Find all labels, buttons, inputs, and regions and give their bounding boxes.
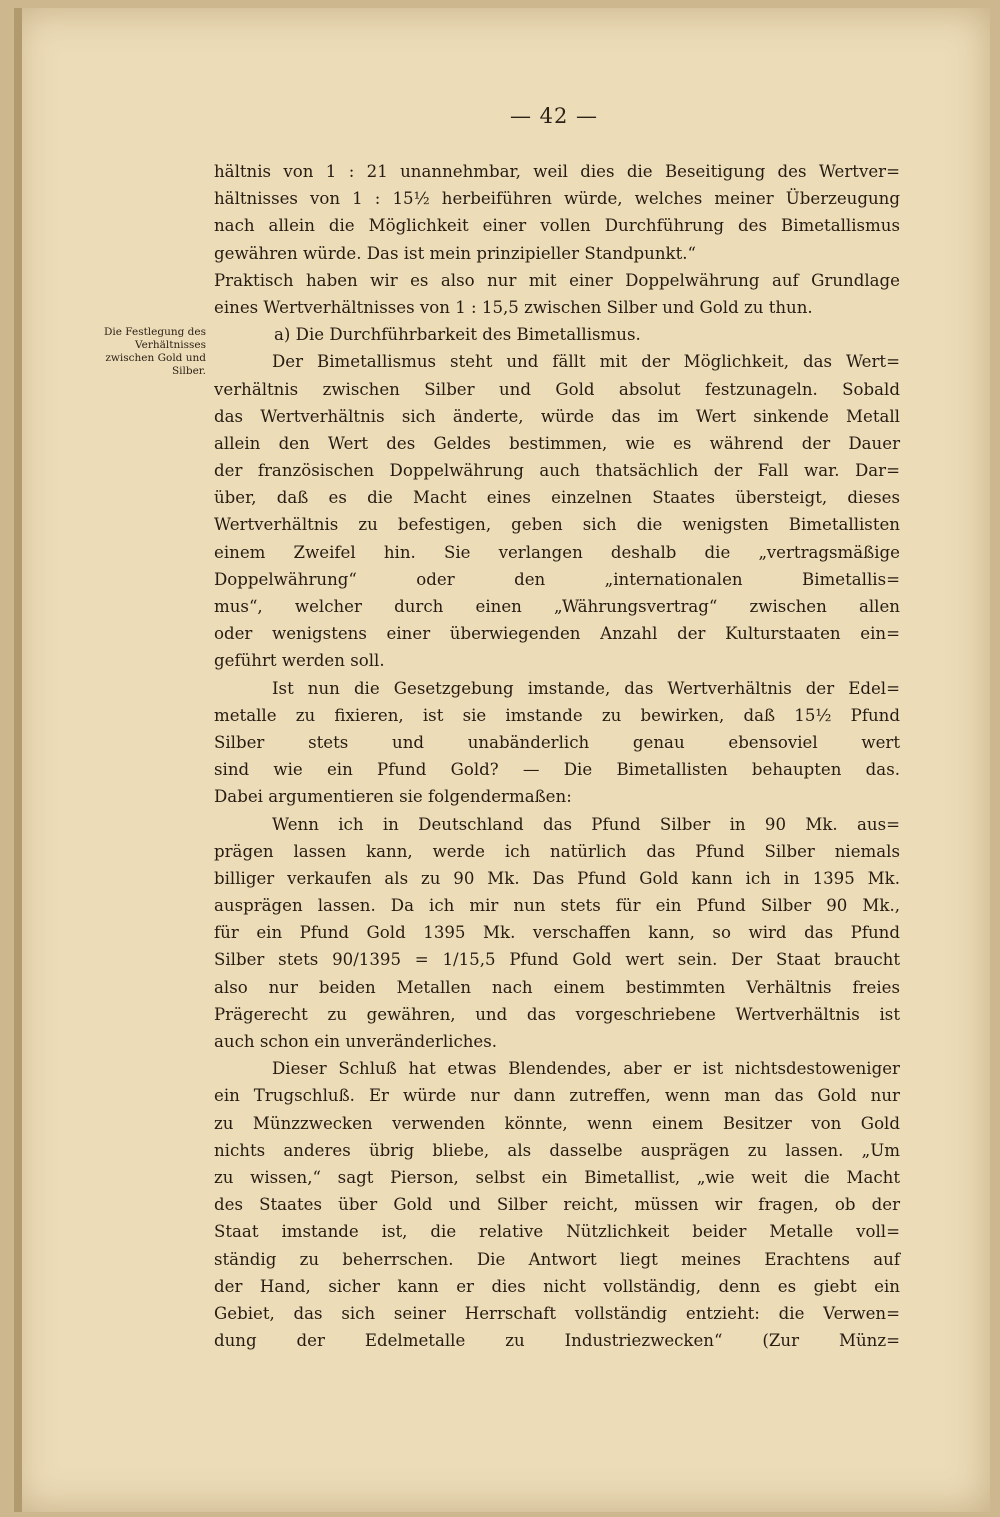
text-line: gewähren würde. Das ist mein prinzipieller Standpunkt.“ bbox=[214, 243, 697, 263]
margin-note: Die Festlegung des Verhältnisses zwischen Gold und Silber. bbox=[103, 326, 206, 377]
text-line: zu Münzzwecken verwenden könnte, wenn einem Besitzer von Gold bbox=[214, 1113, 900, 1133]
text-line: ständig zu beherrschen. Die Antwort liegt meines Erachtens auf bbox=[214, 1249, 900, 1269]
text-line: also nur beiden Metallen nach einem bestimmten Verhältnis freies bbox=[214, 977, 900, 997]
text-line: oder wenigstens einer überwiegenden Anzahl der Kulturstaaten ein= bbox=[214, 624, 900, 644]
text-line: Dabei argumentieren sie folgendermaßen: bbox=[214, 787, 572, 807]
text-line: hältnisses von 1 : 15½ herbeiführen würde, welches meiner Überzeugung bbox=[214, 189, 900, 209]
text-line: für ein Pfund Gold 1395 Mk. verschaffen kann, so wird das Pfund bbox=[214, 923, 900, 943]
text-line: metalle zu fixieren, ist sie imstande zu bewirken, daß 15½ Pfund bbox=[214, 705, 900, 725]
text-line: Wenn ich in Deutschland das Pfund Silber in 90 Mk. aus= bbox=[272, 814, 900, 834]
text-line: nach allein die Möglichkeit einer vollen Durchführung des Bimetallismus bbox=[214, 216, 900, 236]
text-line: mus“, welcher durch einen „Währungsvertrag“ zwischen allen bbox=[214, 597, 900, 616]
text-line: Dieser Schluß hat etwas Blendendes, aber er ist nichtsdestoweniger bbox=[272, 1059, 900, 1079]
text-line: prägen lassen kann, werde ich natürlich das Pfund Silber niemals bbox=[214, 841, 900, 861]
binding-gutter bbox=[14, 8, 22, 1512]
text-line: geführt werden soll. bbox=[214, 651, 385, 671]
text-line: Staat imstande ist, die relative Nützlichkeit beider Metalle voll= bbox=[214, 1222, 900, 1242]
book-page bbox=[14, 8, 990, 1512]
text-line: Doppelwährung“ oder den „internationalen Bimetallis= bbox=[214, 569, 900, 589]
text-line: ein Trugschluß. Er würde nur dann zutreffen, wenn man das Gold nur bbox=[214, 1086, 900, 1106]
text-line: sind wie ein Pfund Gold? — Die Bimetallisten behaupten das. bbox=[214, 760, 900, 780]
text-line: über, daß es die Macht eines einzelnen Staates übersteigt, dieses bbox=[214, 488, 900, 508]
text-line: Silber stets 90/1395 = 1/15,5 Pfund Gold wert sein. Der Staat braucht bbox=[214, 950, 900, 970]
text-line: Wertverhältnis zu befestigen, geben sich die wenigsten Bimetallisten bbox=[214, 515, 900, 535]
section-heading-text: a) Die Durchführbarkeit des Bimetallismus. bbox=[274, 325, 641, 345]
text-line: Silber stets und unabänderlich genau ebensoviel wert bbox=[214, 732, 900, 752]
text-line: eines Wertverhältnisses von 1 : 15,5 zwischen Silber und Gold zu thun. bbox=[214, 297, 813, 317]
text-line: Gebiet, das sich seiner Herrschaft vollständig entzieht: die Verwen= bbox=[214, 1303, 900, 1323]
text-line: zu wissen,“ sagt Pierson, selbst ein Bimetallist, „wie weit die Macht bbox=[214, 1167, 900, 1187]
text-line: einem Zweifel hin. Sie verlangen deshalb die „vertragsmäßige bbox=[214, 542, 900, 562]
text-line: Praktisch haben wir es also nur mit einer Doppelwährung auf Grundlage bbox=[214, 270, 900, 290]
text-line: ausprägen lassen. Da ich mir nun stets für ein Pfund Silber 90 Mk., bbox=[214, 896, 900, 916]
text-line: Prägerecht zu gewähren, und das vorgeschriebene Wertverhältnis ist bbox=[214, 1004, 900, 1024]
text-line: allein den Wert des Geldes bestimmen, wie es während der Dauer bbox=[214, 433, 900, 453]
text-line: billiger verkaufen als zu 90 Mk. Das Pfund Gold kann ich in 1395 Mk. bbox=[214, 868, 900, 888]
section-heading bbox=[214, 321, 900, 348]
text-line: des Staates über Gold und Silber reicht, müssen wir fragen, ob der bbox=[214, 1195, 900, 1215]
body-text bbox=[214, 158, 900, 1354]
text-line: Ist nun die Gesetzgebung imstande, das Wertverhältnis der Edel= bbox=[272, 678, 900, 698]
text-line: Der Bimetallismus steht und fällt mit der Möglichkeit, das Wert= bbox=[272, 352, 900, 372]
text-line: der Hand, sicher kann er dies nicht vollständig, denn es giebt ein bbox=[214, 1276, 900, 1296]
text-line: das Wertverhältnis sich änderte, würde das im Wert sinkende Metall bbox=[214, 406, 900, 426]
text-line: verhältnis zwischen Silber und Gold absolut festzunageln. Sobald bbox=[214, 379, 900, 399]
text-line: auch schon ein unveränderliches. bbox=[214, 1032, 498, 1051]
page-number: — 42 — bbox=[509, 104, 599, 128]
text-line: der französischen Doppelwährung auch thatsächlich der Fall war. Dar= bbox=[214, 461, 900, 481]
text-line: nichts anderes übrig bliebe, als dasselbe ausprägen zu lassen. „Um bbox=[214, 1140, 900, 1160]
text-line: dung der Edelmetalle zu Industriezwecken“ (Zur Münz= bbox=[214, 1331, 900, 1351]
text-line: hältnis von 1 : 21 unannehmbar, weil dies die Beseitigung des Wertver= bbox=[214, 162, 900, 181]
